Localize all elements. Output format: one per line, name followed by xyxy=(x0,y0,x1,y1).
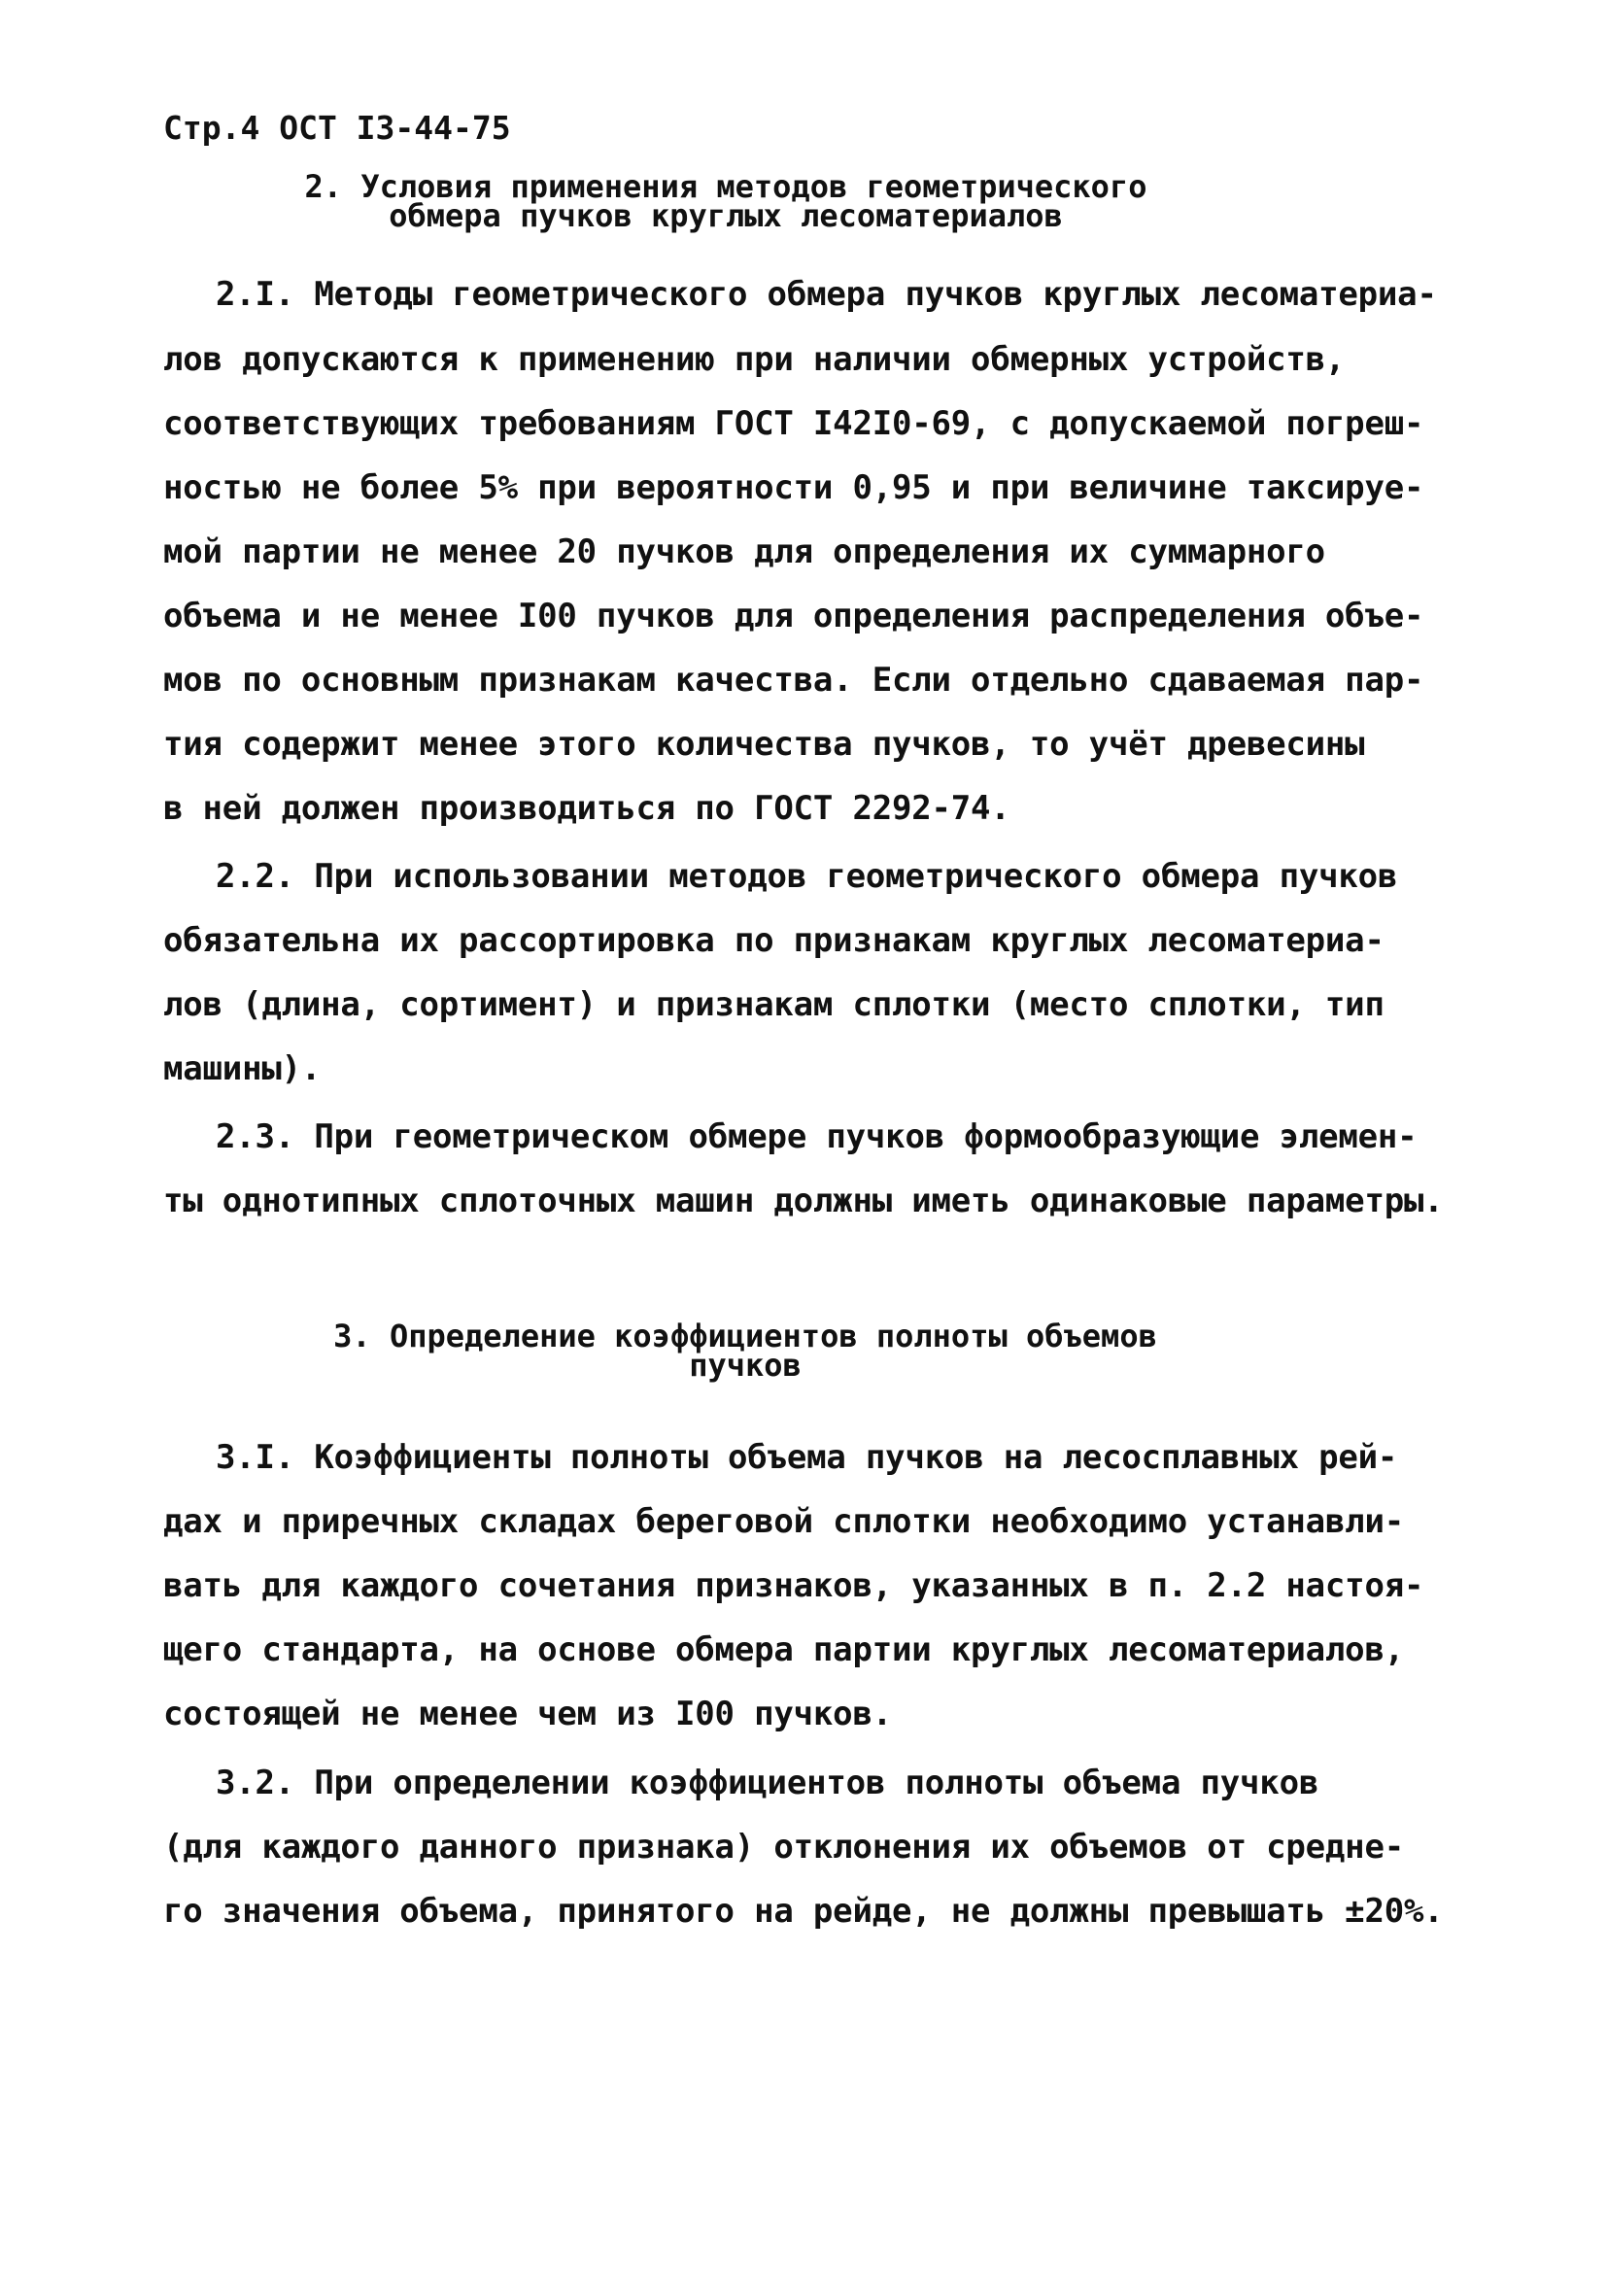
paragraph-2-1-line: мой партии не менее 20 пучков для определения их суммарного xyxy=(163,532,1325,571)
section-2-title-line: обмера пучков круглых лесоматериалов xyxy=(389,197,1063,234)
paragraph-2-2-line: лов (длина, сортимент) и признакам сплотки (место сплотки, тип xyxy=(163,985,1385,1024)
section-3-title xyxy=(0,1318,1549,1384)
paragraph-3-1-line: состоящей не менее чем из I00 пучков. xyxy=(163,1695,892,1733)
paragraph-3-2-line: (для каждого данного признака) отклонения их объемов от средне- xyxy=(163,1828,1404,1867)
paragraph-2-1-line: 2.I. Методы геометрического обмера пучков круглых лесоматериа- xyxy=(216,275,1437,314)
paragraph-2-1-line: в ней должен производиться по ГОСТ 2292-74. xyxy=(163,789,1010,828)
section-2-title xyxy=(0,168,1529,234)
section-3-title-line: пучков xyxy=(689,1347,802,1384)
page-header: Стр.4 ОСТ I3-44-75 xyxy=(163,109,511,147)
paragraph-3-1-line: щего стандарта, на основе обмера партии круглых лесоматериалов, xyxy=(163,1630,1404,1669)
paragraph-3-2-line: го значения объема, принятого на рейде, не должны превышать ±20%. xyxy=(163,1892,1444,1931)
paragraph-2-1-line: тия содержит менее этого количества пучков, то учёт древесины xyxy=(163,725,1365,764)
paragraph-2-3-line: ты однотипных сплоточных машин должны иметь одинаковые параметры. xyxy=(163,1182,1444,1220)
paragraph-2-1-line: соответствующих требованиям ГОСТ I42I0-69, с допускаемой погреш- xyxy=(163,404,1424,443)
section-3-title-line: 3. Определение коэффициентов полноты объемов xyxy=(333,1318,1157,1354)
paragraph-2-1-line: ностью не более 5% при вероятности 0,95 и при величине таксируе- xyxy=(163,468,1424,507)
paragraph-3-1-line: дах и приречных складах береговой сплотки необходимо устанавли- xyxy=(163,1502,1404,1541)
paragraph-2-2-line: 2.2. При использовании методов геометрического обмера пучков xyxy=(216,857,1398,896)
paragraph-2-1-line: объема и не менее I00 пучков для определения распределения объе- xyxy=(163,597,1424,635)
paragraph-2-1-line: мов по основным признакам качества. Если отдельно сдаваемая пар- xyxy=(163,661,1424,700)
section-2-title-line: 2. Условия применения методов геометрического xyxy=(304,168,1147,205)
paragraph-3-2-line: 3.2. При определении коэффициентов полноты объема пучков xyxy=(216,1764,1319,1802)
paragraph-2-1-line: лов допускаются к применению при наличии обмерных устройств, xyxy=(163,340,1346,379)
paragraph-2-2-line: обязательна их рассортировка по признакам круглых лесоматериа- xyxy=(163,921,1385,960)
paragraph-3-1-line: вать для каждого сочетания признаков, указанных в п. 2.2 настоя- xyxy=(163,1566,1424,1605)
paragraph-2-2-line: машины). xyxy=(163,1049,322,1088)
paragraph-2-3-line: 2.3. При геометрическом обмере пучков формообразующие элемен- xyxy=(216,1117,1418,1156)
paragraph-3-1-line: 3.I. Коэффициенты полноты объема пучков на лесосплавных рей- xyxy=(216,1438,1398,1477)
